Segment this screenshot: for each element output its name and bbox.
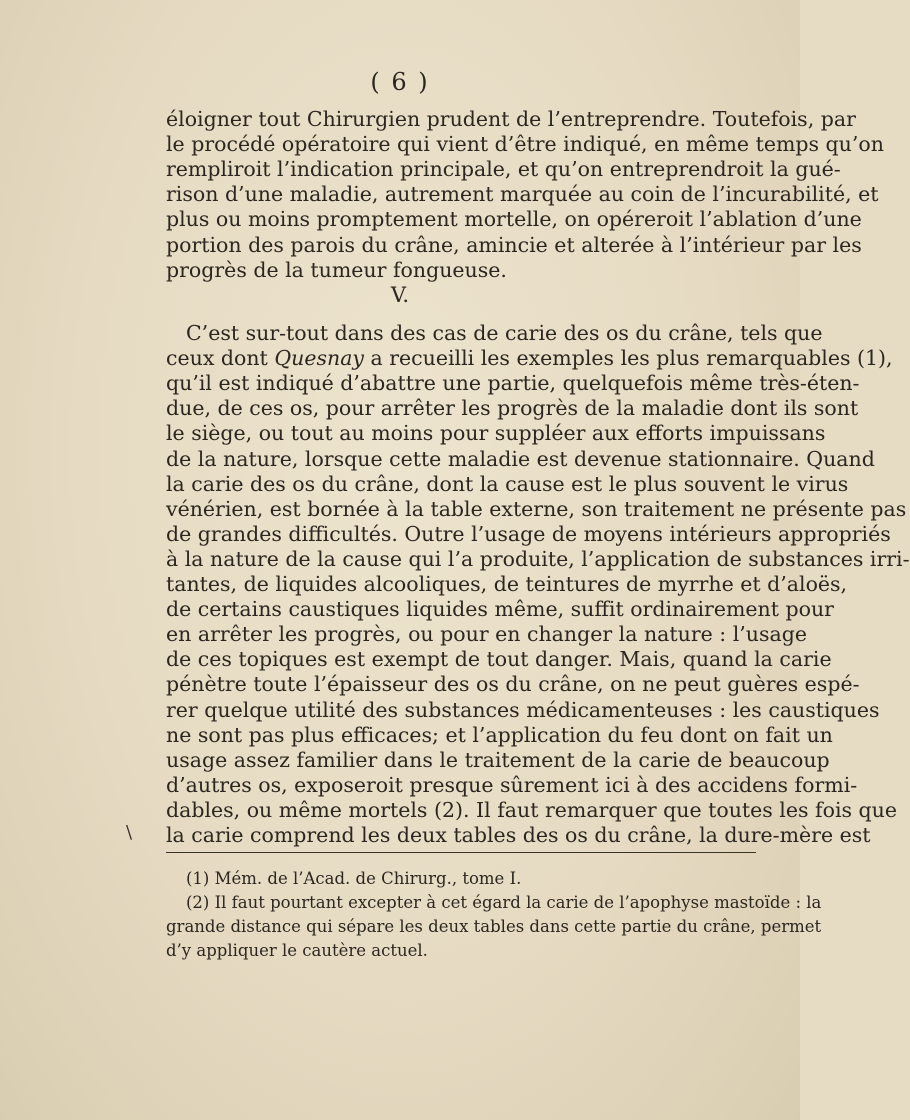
text-line: rison d’une maladie, autrement marquée au coin de l’incurabilité, et	[166, 182, 879, 207]
text-line: pénètre toute l’épaisseur des os du crâne, on ne peut guères espé-	[166, 672, 860, 697]
text-line: le procédé opératoire qui vient d’être indiqué, en même temps qu’on	[166, 132, 884, 157]
text-line: progrès de la tumeur fongueuse.	[166, 257, 507, 282]
text-line: de grandes difficultés. Outre l’usage de moyens intérieurs appropriés	[166, 521, 891, 546]
line-text: a recueilli les exemples les plus remarquables (1),	[364, 346, 893, 371]
text-line-quesnay	[166, 345, 893, 372]
text-line: portion des parois du crâne, amincie et alterée à l’intérieur par les	[166, 232, 862, 257]
text-line: due, de ces os, pour arrêter les progrès de la maladie dont ils sont	[166, 396, 859, 421]
page-number: ( 6 )	[370, 68, 430, 96]
text-line: vénérien, est bornée à la table externe, son traitement ne présente pas	[166, 496, 907, 521]
text-line: ne sont pas plus efficaces; et l’application du feu dont on fait un	[166, 722, 833, 747]
text-line: à la nature de la cause qui l’a produite, l’application de substances irri-	[166, 546, 910, 571]
text-line: la carie des os du crâne, dont la cause est le plus souvent le virus	[166, 471, 849, 496]
author-name: Quesnay	[274, 346, 364, 371]
text-line: la carie comprend les deux tables des os du crâne, la dure-mère est	[166, 823, 871, 847]
text-line: éloigner tout Chirurgien prudent de l’entreprendre. Toutefois, par	[166, 107, 856, 131]
margin-mark: \	[126, 822, 133, 843]
text-line: usage assez familier dans le traitement de la carie de beaucoup	[166, 747, 830, 772]
text-line: qu’il est indiqué d’abattre une partie, quelquefois même très-éten-	[166, 371, 860, 396]
text-line: plus ou moins promptement mortelle, on opéreroit l’ablation d’une	[166, 207, 862, 232]
text-line: de certains caustiques liquides même, suffit ordinairement pour	[166, 597, 834, 622]
footnote-rule	[166, 852, 756, 853]
line-text: ceux dont	[166, 346, 275, 371]
text-line: dables, ou même mortels (2). Il faut remarquer que toutes les fois que	[166, 797, 898, 822]
text-line: rempliroit l’indication principale, et qu’on entreprendroit la gué-	[166, 157, 841, 182]
text-line: le siège, ou tout au moins pour suppléer aux efforts impuissans	[166, 421, 826, 446]
footnote-2-line-3: d’y appliquer le cautère actuel.	[166, 941, 428, 960]
section-heading: V.	[390, 283, 410, 307]
text-line: rer quelque utilité des substances médicamenteuses : les caustiques	[166, 697, 880, 722]
text-line: en arrêter les progrès, ou pour en changer la nature : l’usage	[166, 622, 807, 647]
footnote-2-line-1: (2) Il faut pourtant excepter à cet égard la carie de l’apophyse mastoïde : la	[186, 893, 822, 912]
text-line: d’autres os, exposeroit presque sûrement ici à des accidens formi-	[166, 772, 858, 797]
text-line: tantes, de liquides alcooliques, de teintures de myrrhe et d’aloës,	[166, 572, 848, 596]
footnote-2-line-2: grande distance qui sépare les deux tables dans cette partie du crâne, permet	[166, 917, 822, 936]
text-line: de ces topiques est exempt de tout danger. Mais, quand la carie	[166, 647, 832, 672]
footnote-1: (1) Mém. de l’Acad. de Chirurg., tome I.	[186, 869, 522, 888]
text-line: de la nature, lorsque cette maladie est devenue stationnaire. Quand	[166, 446, 875, 471]
text-line: C’est sur-tout dans des cas de carie des os du crâne, tels que	[186, 321, 823, 345]
